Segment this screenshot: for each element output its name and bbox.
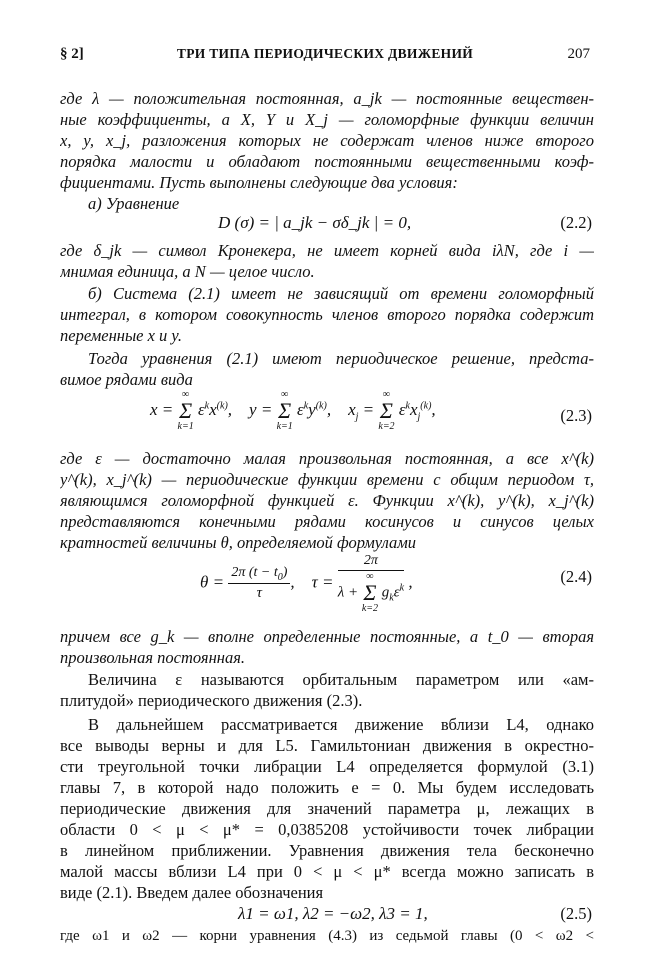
p8-line-1: где ω1 и ω2 — корни уравнения (4.3) из седьмой главы (0 < ω2 < bbox=[60, 928, 594, 944]
p3-line-2: вимое рядами вида bbox=[60, 370, 193, 389]
p7-line-9: виде (2.1). Введем далее обозначения bbox=[60, 883, 324, 902]
running-title: ТРИ ТИПА ПЕРИОДИЧЕСКИХ ДВИЖЕНИЙ bbox=[176, 46, 474, 61]
p4-line-3: являющимся голоморфной функцией ε. Функции x^(k), y^(k), x_j^(k) bbox=[60, 491, 594, 510]
p7-line-4: главы 7, в которой надо положить e = 0. Мы будем исследовать bbox=[60, 778, 594, 797]
p4-line-2: y^(k), x_j^(k) — периодические функции времени с общим периодом τ, bbox=[60, 470, 594, 489]
p1-line-5: фициентами. Пусть выполнены следующие два условия: bbox=[60, 173, 458, 192]
equation-2-3-number: (2.3) bbox=[560, 406, 592, 425]
p7-line-5: периодические движения для значений параметра μ, лежащих в bbox=[60, 799, 594, 818]
p5-line-1: причем все g_k — вполне определенные постоянные, а t_0 — вторая bbox=[60, 627, 594, 646]
equation-2-5: λ1 = ω1, λ2 = −ω2, λ3 = 1, bbox=[238, 904, 428, 923]
p1-line-2: ные коэффициенты, а X, Y и X_j — голоморфные функции величин bbox=[60, 110, 594, 129]
item-b-line-2: интеграл, в котором совокупность членов второго порядка содержит bbox=[60, 305, 594, 324]
p7-line-7: в линейном приближении. Уравнения движения тела бесконечно bbox=[60, 841, 594, 860]
p4-line-4: представляются конечными рядами косинусов и синусов целых bbox=[60, 512, 594, 531]
p6-line-1: Величина ε называются орбитальным параметром или «ам- bbox=[88, 670, 594, 689]
section-marker: § 2] bbox=[60, 46, 84, 62]
equation-2-3: x = ∞ Σ k=1 $\varepsilon^kx^{(k)}$, y = ∞ Σ k=1 $\varepsilon^ky^{(k)}$, $x_j$ = ∞ Σ k=2 $\varepsilon^kx_j^{(k)}$, bbox=[150, 389, 436, 432]
p1-line-4: порядка малости и обладают постоянными вещественными коэф- bbox=[60, 152, 594, 171]
p7-line-2: все выводы верны и для L5. Гамильтониан движения в окрестно- bbox=[60, 736, 594, 755]
p4-line-5: кратностей величины θ, определяемой формулами bbox=[60, 533, 417, 552]
equation-2-2-number: (2.2) bbox=[560, 213, 592, 232]
p7-line-1: В дальнейшем рассматривается движение вблизи L4, однако bbox=[88, 715, 594, 734]
p7-line-3: сти треугольной точки либрации L4 определяется формулой (3.1) bbox=[60, 757, 594, 776]
p3-line-1: Тогда уравнения (2.1) имеют периодическое решение, предста- bbox=[88, 349, 594, 368]
p5-line-2: произвольная постоянная. bbox=[60, 648, 246, 667]
equation-2-2: D (σ) = | a_jk − σδ_jk | = 0, bbox=[218, 213, 412, 232]
p7-line-6: области 0 < μ < μ* = 0,0385208 устойчивости точек либрации bbox=[60, 820, 594, 839]
p6-line-2: плитудой» периодического движения (2.3). bbox=[60, 691, 363, 710]
p2-line-1: где δ_jk — символ Кронекера, не имеет корней вида iλN, где i — bbox=[60, 241, 594, 260]
item-b-line-3: переменные x и y. bbox=[60, 326, 182, 345]
page-number: 207 bbox=[567, 46, 590, 62]
p4-line-1: где ε — достаточно малая произвольная постоянная, а все x^(k) bbox=[60, 449, 594, 468]
p1-line-3: x, y, x_j, разложения которых не содержат членов ниже второго bbox=[60, 131, 594, 150]
equation-2-4-number: (2.4) bbox=[560, 567, 592, 586]
equation-2-4: θ = $\frac{2\pi (t - t_0)}{\tau}$ , τ = 2π λ + ∞ Σ k=2 $g_k\varepsilon^k$ , bbox=[200, 553, 413, 614]
item-b-line-1: б) Система (2.1) имеет не зависящий от времени голоморфный bbox=[88, 284, 594, 303]
item-a-label: а) Уравнение bbox=[88, 194, 180, 213]
p1-line-1: где λ — положительная постоянная, a_jk — постоянные веществен- bbox=[60, 89, 594, 108]
equation-2-5-number: (2.5) bbox=[560, 904, 592, 923]
p2-line-2: мнимая единица, а N — целое число. bbox=[60, 262, 315, 281]
p7-line-8: малой массы вблизи L4 при 0 < μ < μ* всегда можно записать в bbox=[60, 862, 594, 881]
